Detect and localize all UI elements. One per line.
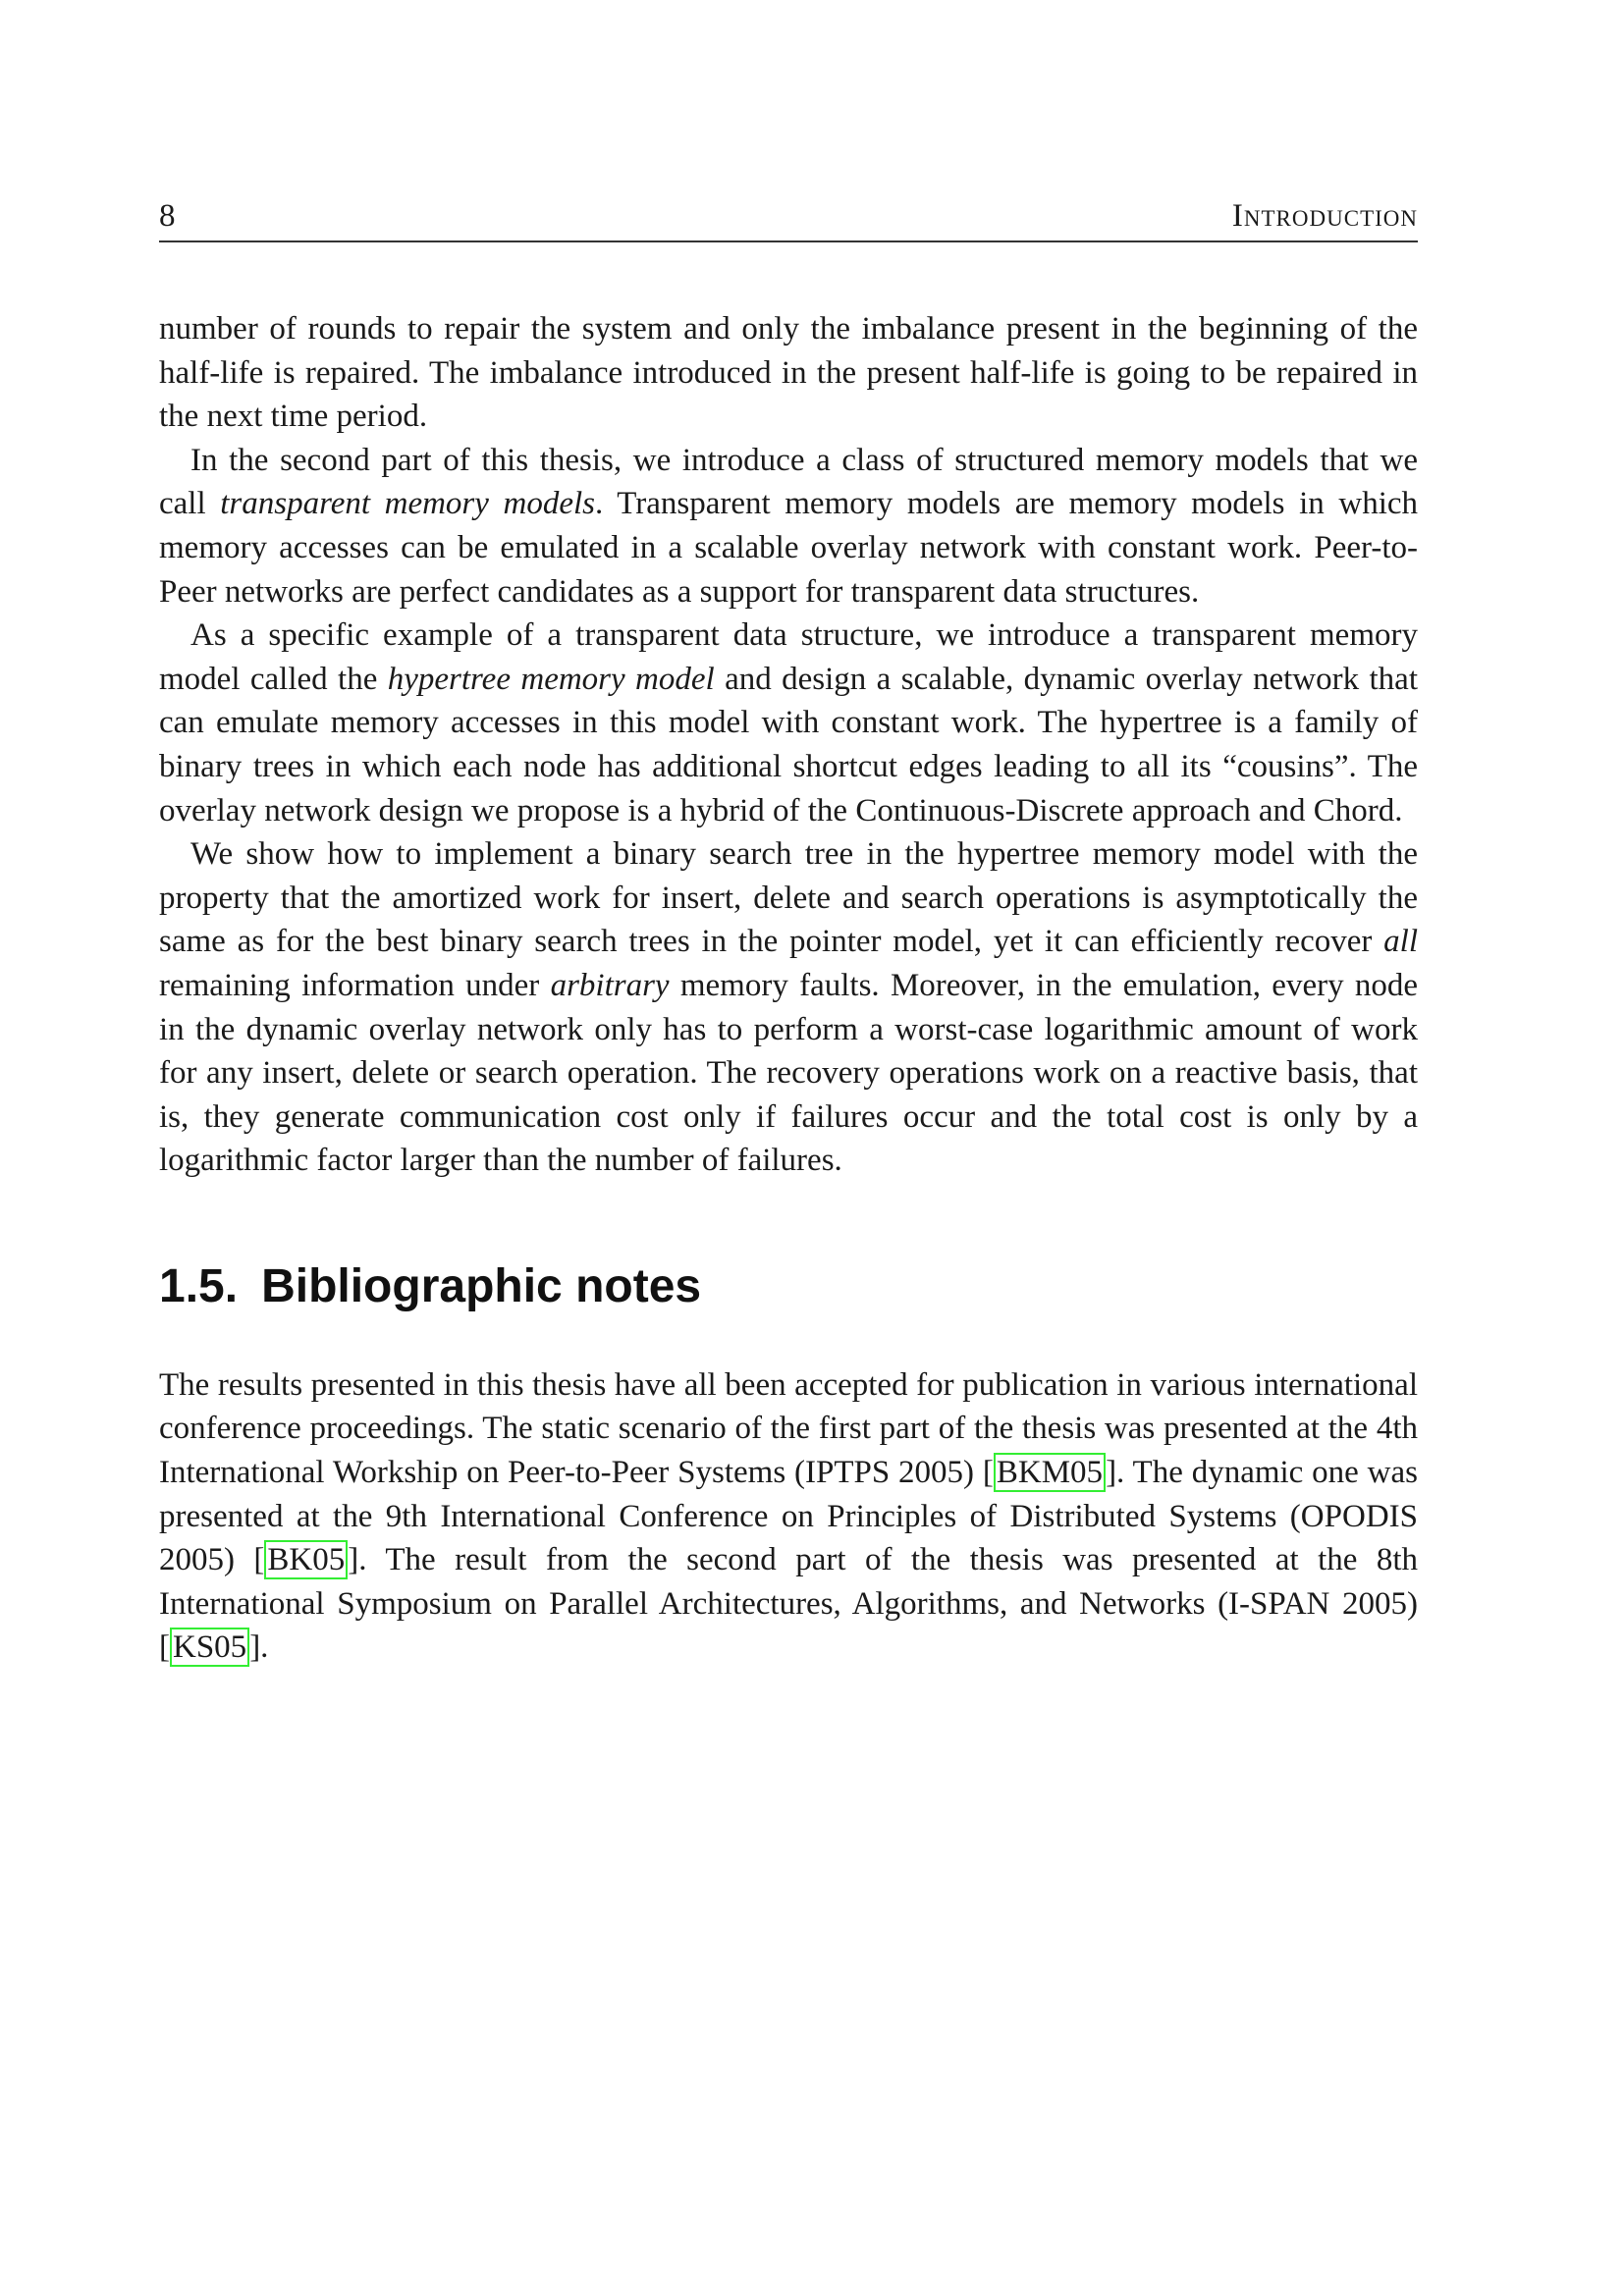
running-title: Introduction	[1231, 198, 1418, 234]
paragraph-hypertree	[159, 614, 1418, 832]
section-heading	[159, 1259, 1418, 1314]
citation-link-bkm05[interactable]: BKM05	[994, 1453, 1106, 1492]
paragraph-text: The results presented in this thesis have all been accepted for publication in various international conference proceedings. The static scenario of the first part of the thesis was presented at the 4th International Workship on Peer-to-Peer Systems (IPTPS 2005) [	[159, 1366, 1418, 1491]
section-number: 1.5.	[159, 1259, 239, 1312]
paragraph-text: ]. The result from the second part of the thesis was presented at the 8th International Symposium on Parallel Architectures, Algorithms, and Networks (I-SPAN 2005) [	[159, 1542, 1419, 1666]
paragraph-binary-search-tree	[159, 832, 1418, 1183]
paragraph-text: . Transparent memory models are memory models in which memory accesses can be emulated in a scalable overlay network with constant work. Peer-to-Peer networks are perfect candidates as a support for transparent data structures.	[159, 486, 1419, 610]
paragraph-transparent-models	[159, 439, 1418, 614]
paragraph-text: In the second part of this thesis, we introduce a class of structured memory models that we call	[159, 442, 1418, 522]
running-header	[159, 196, 1418, 242]
paragraph-bibliographic-notes	[159, 1363, 1418, 1670]
page	[159, 196, 1418, 1670]
paragraph-continuation	[159, 307, 1418, 439]
main-text	[159, 307, 1418, 1183]
emphasis-term: transparent memory models	[220, 486, 595, 522]
emphasis-term: hypertree memory model	[387, 661, 715, 697]
page-number: 8	[159, 198, 176, 234]
paragraph-text: number of rounds to repair the system and only the imbalance present in the beginning of the half-life is repaired. The imbalance introduced in the present half-life is going to be repaired in the next time period.	[159, 311, 1418, 435]
emphasis-term: all	[1383, 924, 1418, 960]
paragraph-text: ]. The dynamic one was presented at the 9th International Conference on Principles of Distributed Systems (OPODIS 2005) [	[159, 1455, 1418, 1578]
section-title: Bibliographic notes	[261, 1259, 702, 1312]
bibliographic-notes-text	[159, 1363, 1418, 1670]
paragraph-text: remaining information under	[159, 967, 551, 1003]
citation-link-ks05[interactable]: KS05	[170, 1628, 249, 1667]
emphasis-term: arbitrary	[550, 967, 670, 1003]
paragraph-text: As a specific example of a transparent data structure, we introduce a transparent memory model called the	[159, 617, 1418, 697]
paragraph-text: ].	[249, 1629, 269, 1666]
paragraph-text: and design a scalable, dynamic overlay network that can emulate memory accesses in this model with constant work. The hypertree is a family of binary trees in which each node has additional shortcut edges leading to all its “cousins”. The overlay network design we propose is a hybrid of the Continuous-Discrete approach and Chord.	[159, 661, 1418, 828]
citation-link-bk05[interactable]: BK05	[264, 1540, 348, 1579]
paragraph-text: We show how to implement a binary search tree in the hypertree memory model with the property that the amortized work for insert, delete and search operations is asymptotically the same as for the best binary search trees in the pointer model, yet it can efficiently recover	[159, 836, 1418, 960]
paragraph-text: memory faults. Moreover, in the emulation, every node in the dynamic overlay network only has to perform a worst-case logarithmic amount of work for any insert, delete or search operation. The recovery operations work on a reactive basis, that is, they generate communication cost only if failures occur and the total cost is only by a logarithmic factor larger than the number of failures.	[159, 967, 1418, 1179]
